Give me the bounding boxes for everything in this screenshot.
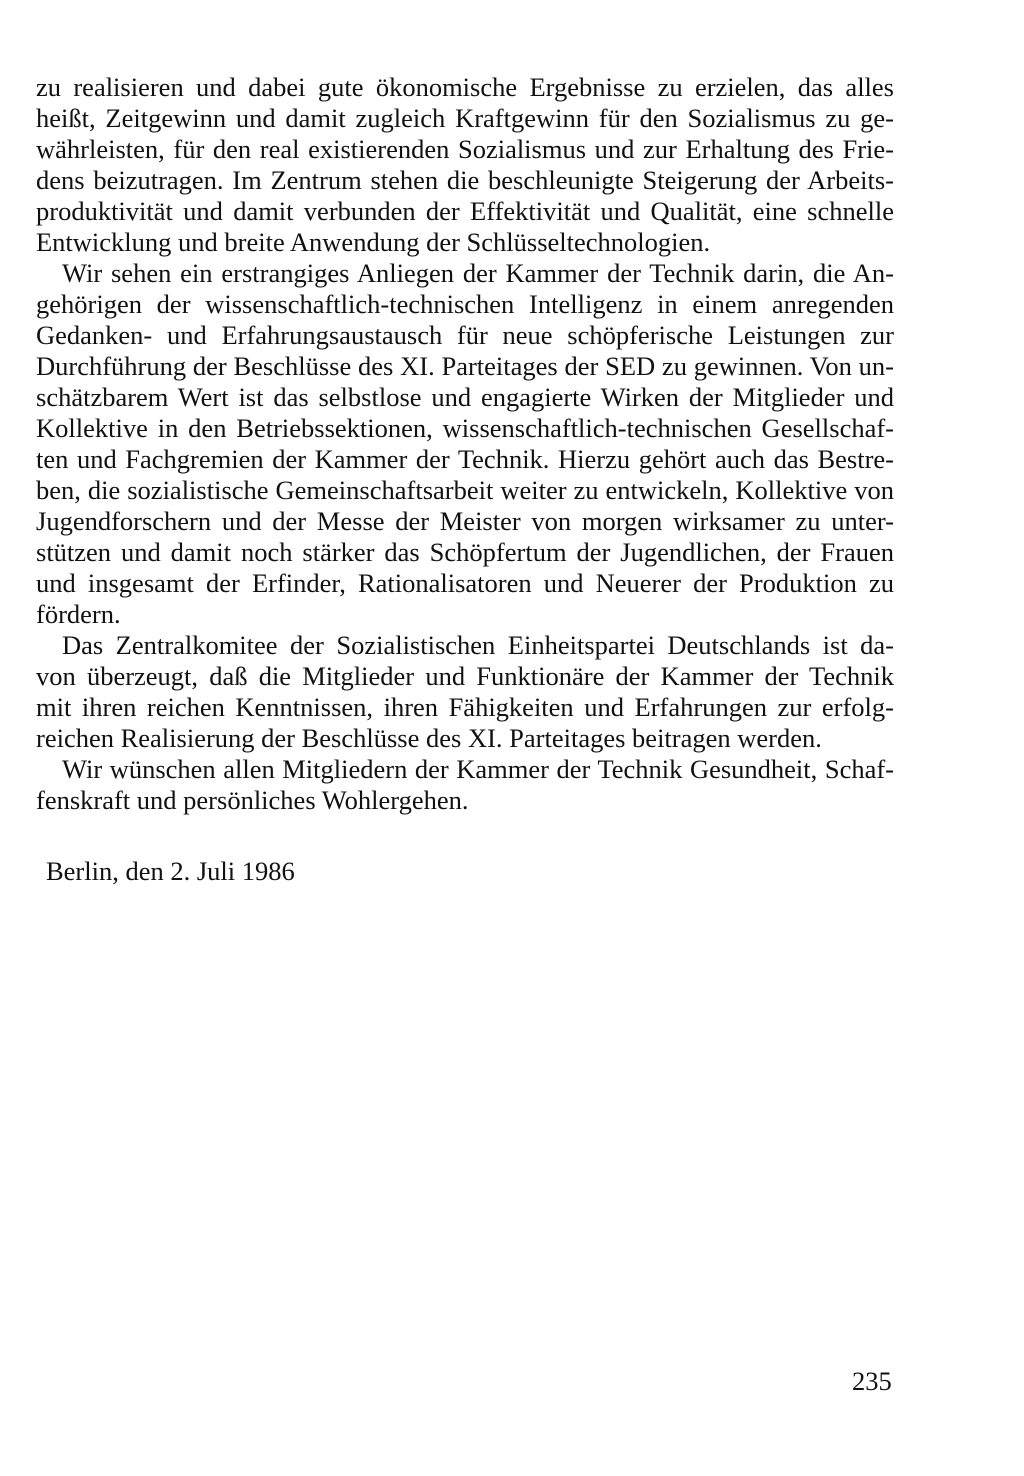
date-line: Berlin, den 2. Juli 1986	[46, 856, 295, 886]
text-line: von überzeugt, daß die Mitglieder und Funktionäre der Kammer der Technik	[36, 661, 894, 691]
text-line: fördern.	[36, 599, 121, 629]
text-line: Gedanken- und Erfahrungsaustausch für neue schöpferische Leistungen zur	[36, 320, 894, 350]
paragraph-1	[36, 72, 894, 258]
text-line: schätzbarem Wert ist das selbstlose und engagierte Wirken der Mitglieder und	[36, 382, 894, 412]
text-line: zu realisieren und dabei gute ökonomische Ergebnisse zu erzielen, das alles	[36, 72, 894, 102]
paragraph-2	[36, 258, 894, 630]
text-line: Kollektive in den Betriebssektionen, wissenschaftlich-technischen Gesellschaf-	[36, 413, 894, 443]
text-line: Entwicklung und breite Anwendung der Schlüsseltechnologien.	[36, 227, 711, 257]
text-line: mit ihren reichen Kenntnissen, ihren Fähigkeiten und Erfahrungen zur erfolg-	[36, 692, 894, 722]
text-line: reichen Realisierung der Beschlüsse des XI. Parteitages beitragen werden.	[36, 723, 822, 753]
text-line: und insgesamt der Erfinder, Rationalisatoren und Neuerer der Produktion zu	[36, 568, 894, 598]
text-line: stützen und damit noch stärker das Schöpfertum der Jugendlichen, der Frauen	[36, 537, 894, 567]
text-line: Wir sehen ein erstrangiges Anliegen der Kammer der Technik darin, die An-	[62, 258, 894, 288]
text-line: ten und Fachgremien der Kammer der Technik. Hierzu gehört auch das Bestre-	[36, 444, 894, 474]
text-line: gehörigen der wissenschaftlich-technischen Intelligenz in einem anregenden	[36, 289, 894, 319]
text-line: währleisten, für den real existierenden Sozialismus und zur Erhaltung des Frie-	[36, 134, 894, 164]
text-line: Wir wünschen allen Mitgliedern der Kammer der Technik Gesundheit, Schaf-	[62, 754, 894, 784]
text-line: ben, die sozialistische Gemeinschaftsarbeit weiter zu entwickeln, Kollektive von	[36, 475, 894, 505]
paragraph-3	[36, 630, 894, 754]
paragraph-4	[36, 754, 894, 816]
text-line: heißt, Zeitgewinn und damit zugleich Kraftgewinn für den Sozialismus zu ge-	[36, 103, 894, 133]
text-line: fenskraft und persönliches Wohlergehen.	[36, 785, 469, 815]
text-line: Das Zentralkomitee der Sozialistischen Einheitspartei Deutschlands ist da-	[62, 630, 894, 660]
document-body	[36, 72, 894, 816]
text-line: Durchführung der Beschlüsse des XI. Parteitages der SED zu gewinnen. Von un-	[36, 351, 894, 381]
text-line: Jugendforschern und der Messe der Meister von morgen wirksamer zu unter-	[36, 506, 894, 536]
text-line: dens beizutragen. Im Zentrum stehen die beschleunigte Steigerung der Arbeits-	[36, 165, 894, 195]
page-number: 235	[852, 1366, 892, 1396]
text-line: produktivität und damit verbunden der Effektivität und Qualität, eine schnelle	[36, 196, 894, 226]
